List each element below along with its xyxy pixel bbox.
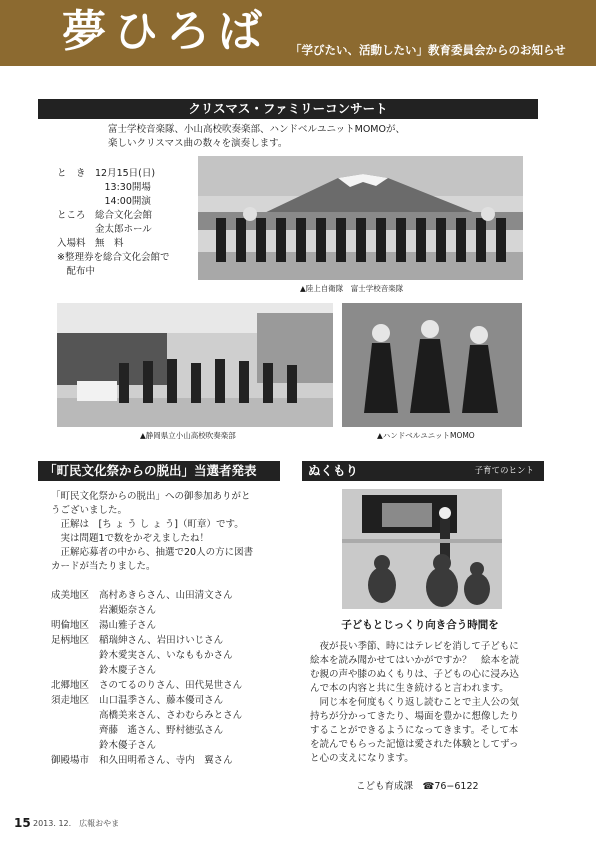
nukumori-body-line: 同じ本を何度もくり返し読むことで主人公の気 <box>310 697 520 708</box>
winner-row <box>51 588 242 603</box>
winner-names: 鈴木優子さん <box>99 740 157 751</box>
culture-body-line: 正解は [ち ょ う し ょ う]（町章）です。 <box>51 519 244 530</box>
nukumori-heading <box>302 461 544 481</box>
winner-names: 鈴木愛実さん、いなももかさん <box>99 650 233 661</box>
nukumori-body-line: を読んでもらった記憶は愛された体験としてずっ <box>310 739 519 750</box>
concert-intro-line: 楽しいクリスマス曲の数々を演奏します。 <box>108 138 288 149</box>
nukumori-body-line: んで本の内容と共に生き続けると言われます。 <box>310 683 509 694</box>
culture-body-line: うございました。 <box>51 505 128 516</box>
nukumori-tag: 子育てのヒント <box>474 466 534 476</box>
culture-body-line: 正解応募者の中から、抽選で20人の方に図書 <box>51 547 254 558</box>
concert-intro <box>108 123 405 151</box>
winner-names: 和久田明希さん、寺内 翼さん <box>99 755 233 766</box>
detail-note: 配布中 <box>57 266 96 277</box>
winner-names: 湯山雅子さん <box>99 620 157 631</box>
detail-open: 13:30開場 <box>57 182 151 193</box>
nukumori-body-line: 夜が長い季節、時にはテレビを消して子どもに <box>310 641 519 652</box>
nukumori-body-line: することができるようになってきます。そして本 <box>310 725 519 736</box>
culture-body-line: 「町民文化祭からの脱出」への御参加ありがと <box>51 491 251 502</box>
winner-names: 鈴木慶子さん <box>99 665 157 676</box>
detail-note: ※整理券を総合文化会館で <box>57 252 170 263</box>
winner-row <box>51 753 242 768</box>
culture-body-line: カードが当たりました。 <box>51 561 156 572</box>
winner-names: さのてるのりさん、田代晃世さん <box>99 680 243 691</box>
concert-intro-line: 富士学校音楽隊、小山高校吹奏楽部、ハンドベルユニットMOMOが、 <box>108 124 405 135</box>
concert-heading: クリスマス・ファミリーコンサート <box>38 99 538 119</box>
storytime-photo <box>342 489 502 609</box>
nukumori-body-line: と心の支えになります。 <box>310 753 414 764</box>
momo-photo <box>342 303 522 427</box>
winner-names: 高橋美来さん、さわむらみとさん <box>99 710 243 721</box>
winner-row <box>51 618 242 633</box>
detail-place: ところ 総合文化会館 <box>57 210 153 221</box>
detail-fee: 入場料 無 料 <box>57 238 124 249</box>
nukumori-title: ぬくもり <box>308 463 359 478</box>
nukumori-body-line: 絵本を読み聞かせてはいかがですか？ 絵本を読 <box>310 655 520 666</box>
momo-caption: ▲ハンドベルユニットMOMO <box>377 431 475 440</box>
detail-start: 14:00開演 <box>57 196 151 207</box>
detail-date: と き 12月15日(日) <box>57 168 156 179</box>
school-band-photo <box>57 303 333 427</box>
winner-row <box>51 678 242 693</box>
winners-list <box>51 588 242 768</box>
district-name: 足柄地区 <box>51 635 90 646</box>
district-name: 北郷地区 <box>51 680 90 691</box>
nukumori-body-line: む親の声や膝のぬくもりは、子どもの心に浸み込 <box>310 669 520 680</box>
culture-body-line: 実は問題1で数をかぞえましたね！ <box>51 533 210 544</box>
page-number: 15 <box>14 816 31 830</box>
winner-row <box>51 693 242 708</box>
winner-row <box>51 738 242 753</box>
issue-info: 2013. 12. 広報おやま <box>33 819 120 828</box>
winner-row <box>51 723 242 738</box>
winner-row <box>51 648 242 663</box>
winner-names: 稲瑞紳さん、岩田けいじさん <box>99 635 224 646</box>
winner-row <box>51 663 242 678</box>
winner-row <box>51 708 242 723</box>
winner-names: 岩瀬姫奈さん <box>99 605 157 616</box>
school-band-caption: ▲静岡県立小山高校吹奏楽部 <box>140 431 236 440</box>
contact-info: こども育成課 ☎76−6122 <box>356 781 479 792</box>
culture-heading: 「町民文化祭からの脱出」当選者発表 <box>38 461 280 481</box>
district-name: 明倫地区 <box>51 620 90 631</box>
page-title: 夢ひろば <box>62 6 270 57</box>
culture-body <box>51 490 253 574</box>
band-caption: ▲陸上自衛隊 富士学校音楽隊 <box>300 284 404 293</box>
district-name: 須走地区 <box>51 695 90 706</box>
winner-names: 高村あきらさん、山田清文さん <box>99 590 233 601</box>
band-photo <box>198 156 523 280</box>
district-name: 御殿場市 <box>51 755 90 766</box>
winner-names: 齊藤 遙さん、野村徳弘さん <box>99 725 224 736</box>
header-subtitle: 「学びたい、活動したい」教育委員会からのお知らせ <box>290 43 566 57</box>
nukumori-body-line: 持ちが分かってきたり、場面を豊かに想像したり <box>310 711 520 722</box>
nukumori-body <box>310 640 519 766</box>
concert-details <box>57 167 169 279</box>
nukumori-subheading: 子どもとじっくり向き合う時間を <box>341 619 499 631</box>
winner-names: 山口温季さん、藤本優司さん <box>99 695 224 706</box>
winner-row <box>51 603 242 618</box>
detail-hall: 金太郎ホール <box>57 224 152 235</box>
district-name: 成美地区 <box>51 590 90 601</box>
winner-row <box>51 633 242 648</box>
